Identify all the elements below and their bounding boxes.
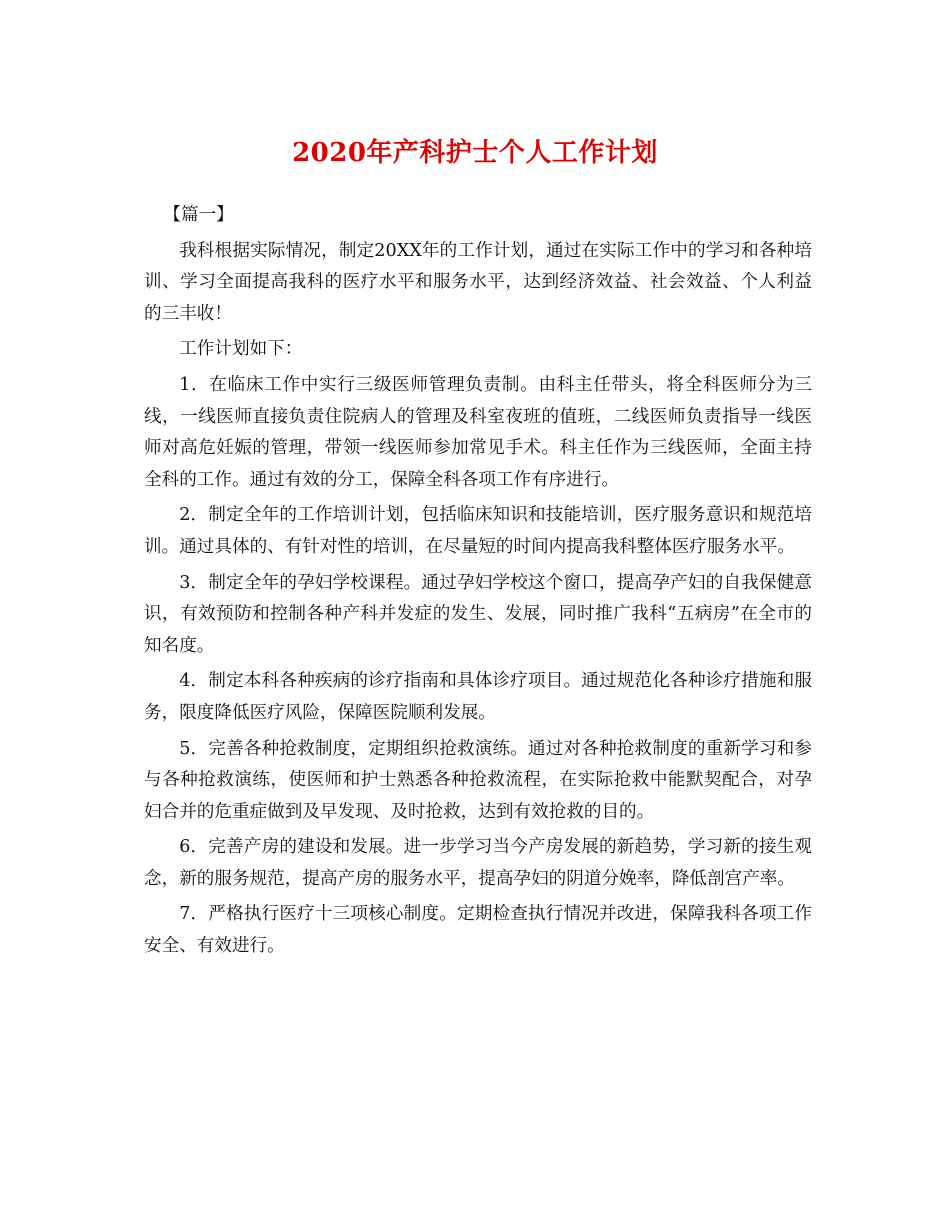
paragraph-item-5: 5．完善各种抢救制度，定期组织抢救演练。通过对各种抢救制度的重新学习和参与各种抢救演练，使医师和护士熟悉各种抢救流程，在实际抢救中能默契配合，对孕妇合并的危重症做到及早发现、及时抢救，达到有效抢救的目的。	[144, 738, 812, 822]
paragraph-item-6: 6．完善产房的建设和发展。进一步学习当今产房发展的新趋势，学习新的接生观念，新的服务规范，提高产房的服务水平，提高孕妇的阴道分娩率，降低剖宫产率。	[144, 837, 812, 889]
paragraph-item-7: 7．严格执行医疗十三项核心制度。定期检查执行情况并改进，保障我科各项工作安全、有效进行。	[144, 904, 812, 957]
paragraph-intro: 我科根据实际情况，制定20XX年的工作计划，通过在实际工作中的学习和各种培训、学习全面提高我科的医疗水平和服务水平，达到经济效益、社会效益、个人利益的三丰收！	[144, 240, 812, 324]
paragraph-item-2: 2．制定全年的工作培训计划，包括临床知识和技能培训，医疗服务意识和规范培训。通过具体的、有针对性的培训，在尽量短的时间内提高我科整体医疗服务水平。	[144, 505, 812, 557]
paragraph-item-3: 3．制定全年的孕妇学校课程。通过孕妇学校这个窗口，提高孕产妇的自我保健意识，有效预防和控制各种产科并发症的发生、发展，同时推广我科“五病房”在全市的知名度。	[144, 572, 812, 656]
section-label: 【篇一】	[163, 205, 234, 225]
paragraph-item-4: 4．制定本科各种疾病的诊疗指南和具体诊疗项目。通过规范化各种诊疗措施和服务，限度降低医疗风险，保障医院顺利发展。	[144, 671, 812, 723]
paragraph-item-1: 1．在临床工作中实行三级医师管理负责制。由科主任带头，将全科医师分为三线，一线医师直接负责住院病人的管理及科室夜班的值班，二线医师负责指导一线医师对高危妊娠的管理，带领一线医师参加常见手术。科主任作为三线医师，全面主持全科的工作。通过有效的分工，保障全科各项工作有序进行。	[144, 374, 812, 490]
page-title: 2020年产科护士个人工作计划	[292, 138, 658, 168]
paragraph-plan-heading: 工作计划如下：	[179, 339, 303, 360]
document-body	[144, 200, 812, 967]
